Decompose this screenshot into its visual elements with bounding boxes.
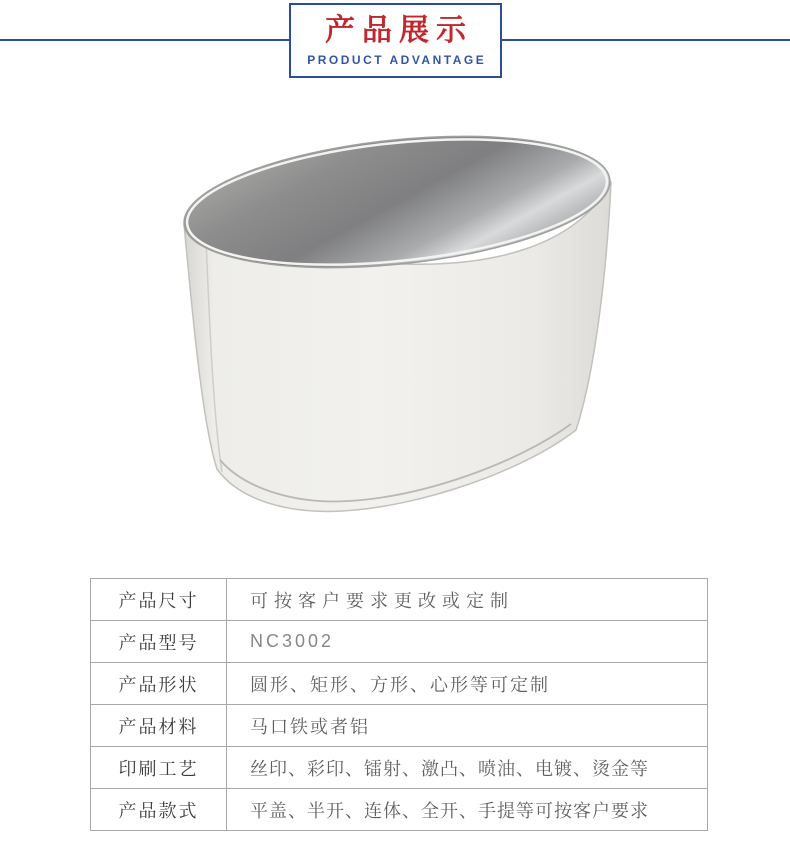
table-row [91,579,708,621]
spec-label: 产品形状 [91,663,227,705]
bucket-illustration [150,120,650,550]
spec-table [90,578,708,831]
table-row [91,789,708,831]
table-row [91,621,708,663]
spec-value: 平盖、半开、连体、全开、手提等可按客户要求 [227,789,708,831]
spec-value: 可按客户要求更改或定制 [227,579,708,621]
header-box [289,3,502,78]
spec-value: 圆形、矩形、方形、心形等可定制 [227,663,708,705]
table-row [91,705,708,747]
spec-label: 产品型号 [91,621,227,663]
page-subtitle: PRODUCT ADVANTAGE [307,52,487,67]
spec-value: 丝印、彩印、镭射、激凸、喷油、电镀、烫金等 [227,747,708,789]
table-row [91,663,708,705]
spec-label: 印刷工艺 [91,747,227,789]
spec-label: 产品尺寸 [91,579,227,621]
product-image [150,120,650,550]
spec-label: 产品材料 [91,705,227,747]
spec-value: 马口铁或者铝 [227,705,708,747]
spec-label: 产品款式 [91,789,227,831]
table-row [91,747,708,789]
spec-value: NC3002 [227,621,708,663]
page-title: 产品展示 [325,13,473,47]
